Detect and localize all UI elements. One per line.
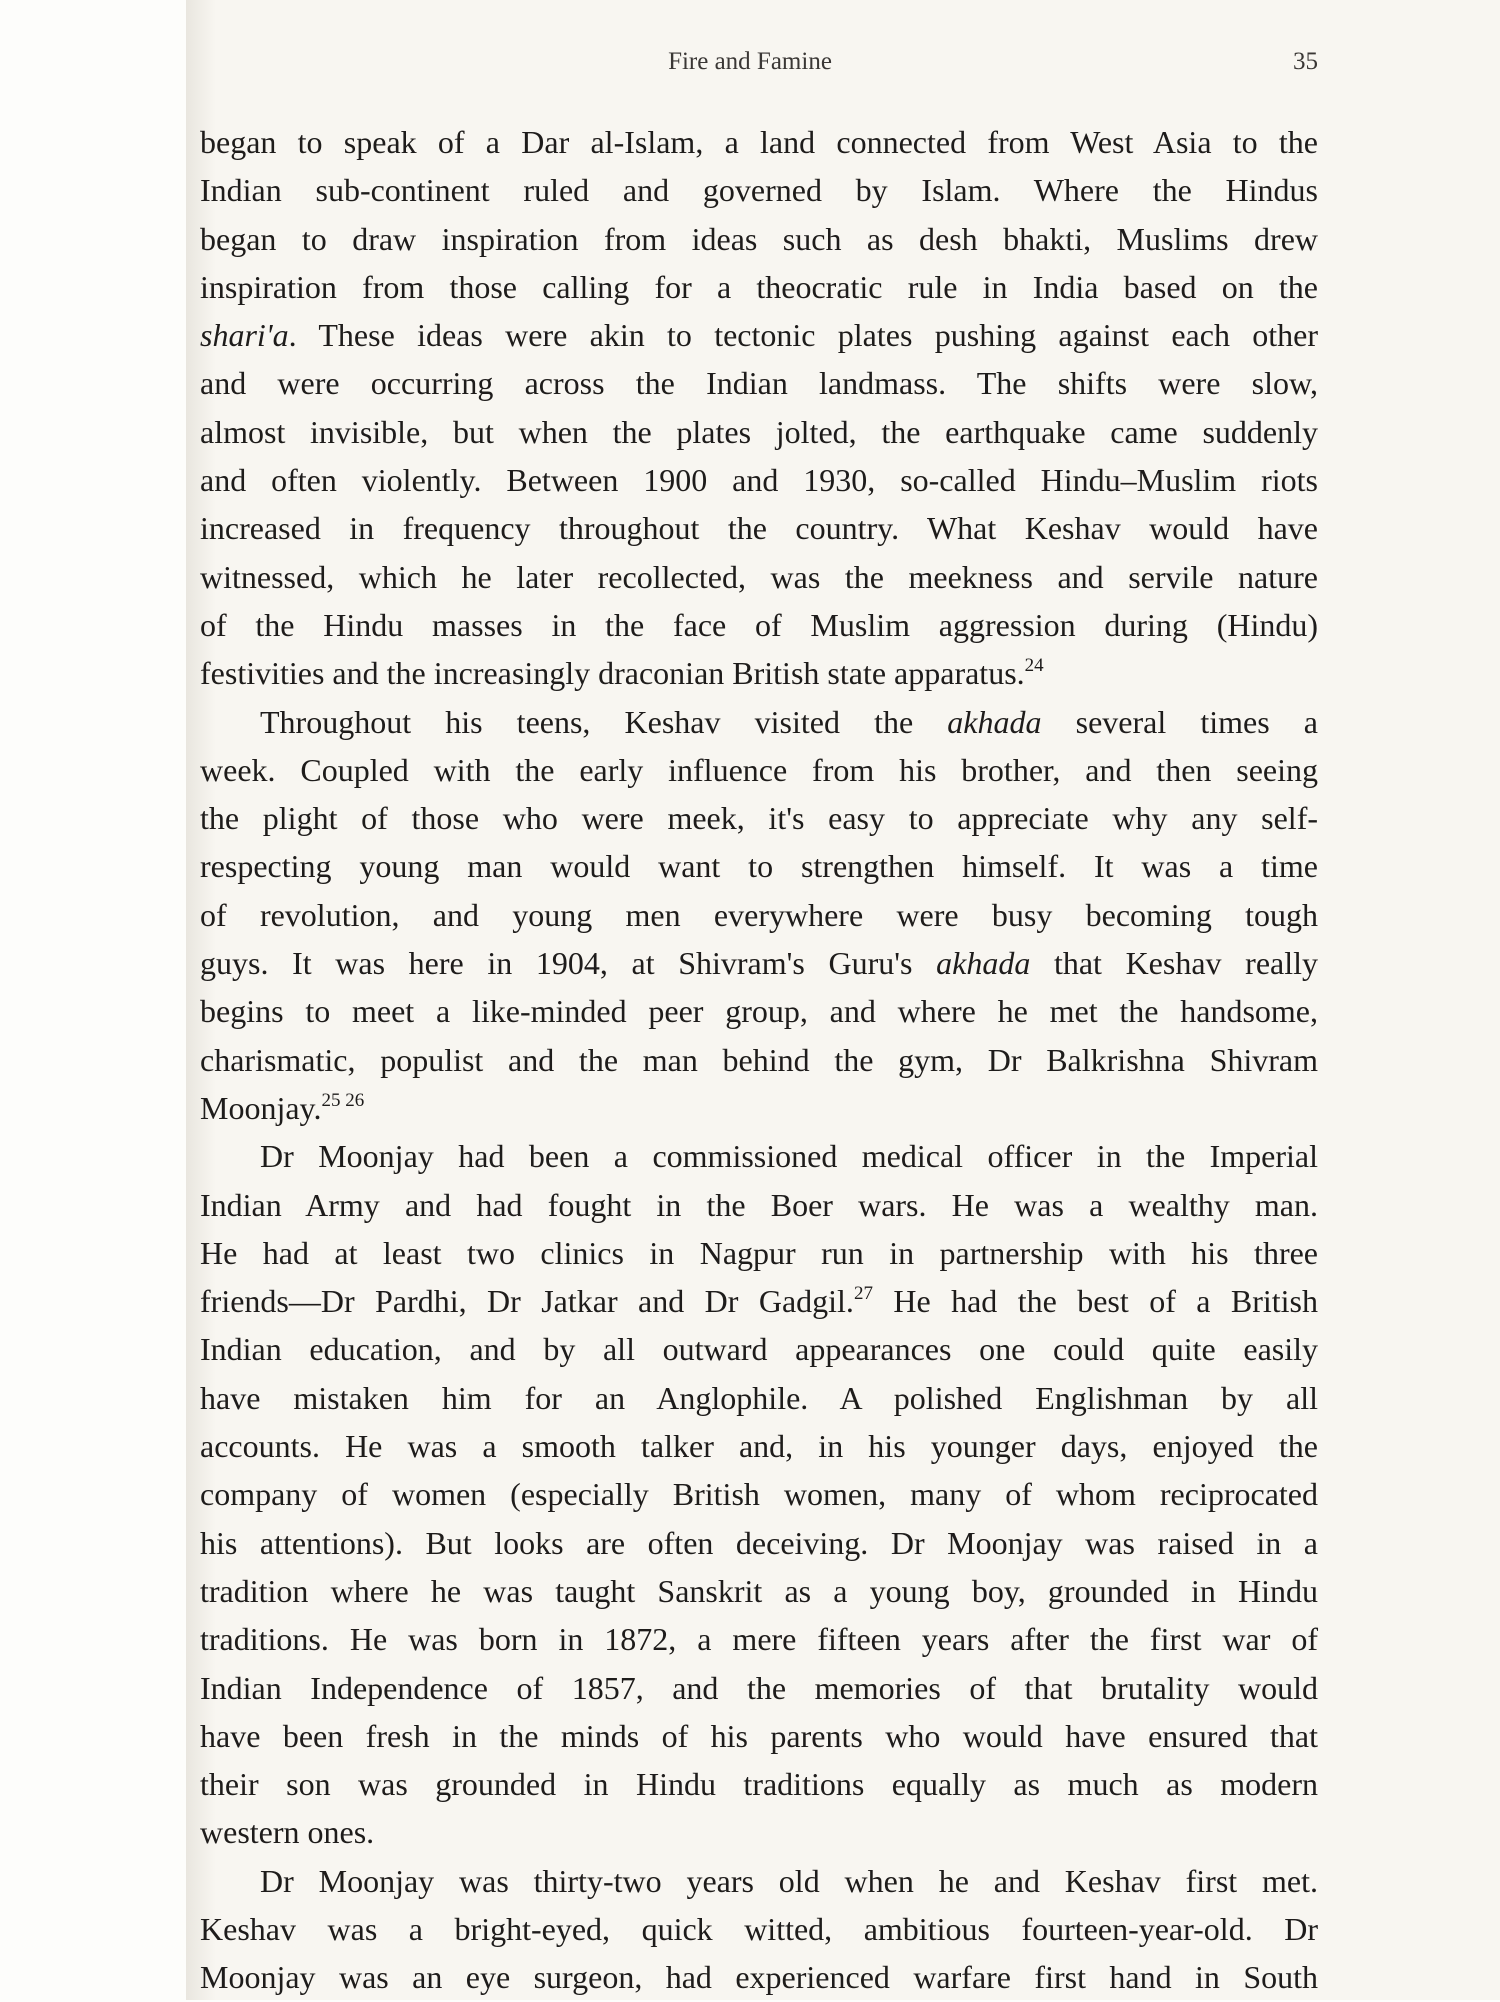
text-run: Throughout his teens, Keshav visited the (260, 703, 948, 740)
text-run: He had at least two clinics in Nagpur run in partnership with his three (200, 1234, 1318, 1271)
text-run: inspiration from those calling for a theocratic rule in India based on the (200, 268, 1318, 305)
text-run: their son was grounded in Hindu traditions equally as much as modern (200, 1766, 1318, 1803)
text-line (200, 794, 1318, 842)
text-run: began to draw inspiration from ideas such as desh bhakti, Muslims drew (200, 220, 1318, 257)
text-run: . These ideas were akin to tectonic plates pushing against each other (288, 317, 1318, 354)
text-line (200, 1277, 1318, 1325)
text-line (200, 891, 1318, 939)
text-run: have mistaken him for an Anglophile. A polished Englishman by all (200, 1379, 1318, 1416)
text-run: traditions. He was born in 1872, a mere fifteen years after the first war of (200, 1621, 1318, 1658)
text-run: almost invisible, but when the plates jolted, the earthquake came suddenly (200, 413, 1318, 450)
text-line (200, 1325, 1318, 1373)
text-run: Indian Independence of 1857, and the memories of that brutality would (200, 1669, 1318, 1706)
text-run: that Keshav really (1030, 945, 1319, 982)
text-line (200, 1567, 1318, 1615)
text-run: Dr Moonjay was thirty-two years old when he and Keshav first met. (260, 1862, 1318, 1899)
text-line (200, 1374, 1318, 1422)
text-run: company of women (especially British women, many of whom reciprocated (200, 1476, 1318, 1513)
text-line (200, 1036, 1318, 1084)
text-line (200, 408, 1318, 456)
text-run: increased in frequency throughout the country. What Keshav would have (200, 510, 1318, 547)
text-line (200, 649, 1318, 697)
text-line (200, 1181, 1318, 1229)
text-line (200, 456, 1318, 504)
text-line (200, 987, 1318, 1035)
italic-text: akhada (947, 703, 1042, 740)
running-header-title: Fire and Famine (668, 48, 832, 75)
body-text (200, 118, 1318, 2002)
page-number: 35 (1293, 48, 1318, 75)
text-run: Moonjay. (200, 1089, 322, 1126)
text-line (200, 504, 1318, 552)
text-line (200, 215, 1318, 263)
text-line (200, 939, 1318, 987)
footnote-reference: 27 (853, 1283, 873, 1305)
text-run: begins to meet a like-minded peer group, and where he met the handsome, (200, 993, 1318, 1030)
text-run: Indian Army and had fought in the Boer wars. He was a wealthy man. (200, 1186, 1318, 1223)
text-run: Keshav was a bright-eyed, quick witted, ambitious fourteen-year-old. Dr (200, 1910, 1318, 1947)
text-line (200, 1422, 1318, 1470)
text-run: tradition where he was taught Sanskrit as a young boy, grounded in Hindu (200, 1572, 1318, 1609)
text-run: have been fresh in the minds of his parents who would have ensured that (200, 1717, 1318, 1754)
text-line (200, 1470, 1318, 1518)
italic-text: akhada (936, 945, 1031, 982)
text-line (200, 601, 1318, 649)
text-run: guys. It was here in 1904, at Shivram's Guru's (200, 945, 937, 982)
text-run: Moonjay was an eye surgeon, had experienced warfare first hand in South (200, 1959, 1318, 1996)
text-line (200, 1808, 1318, 1856)
text-run: respecting young man would want to strengthen himself. It was a time (200, 848, 1318, 885)
text-run: Dr Moonjay had been a commissioned medical officer in the Imperial (260, 1138, 1318, 1175)
text-line (200, 1712, 1318, 1760)
text-line (200, 1084, 1318, 1132)
text-line (200, 1132, 1318, 1180)
text-run: several times a (1041, 703, 1319, 740)
text-line (200, 263, 1318, 311)
footnote-reference: 24 (1024, 655, 1044, 677)
text-run: of the Hindu masses in the face of Muslim aggression during (Hindu) (200, 606, 1318, 643)
paragraph (200, 1132, 1318, 1856)
text-line (200, 166, 1318, 214)
text-run: charismatic, populist and the man behind the gym, Dr Balkrishna Shivram (200, 1041, 1318, 1078)
text-run: Indian education, and by all outward appearances one could quite easily (200, 1331, 1318, 1368)
text-line (200, 698, 1318, 746)
text-run: began to speak of a Dar al-Islam, a land connected from West Asia to the (200, 124, 1318, 160)
text-run: his attentions). But looks are often deceiving. Dr Moonjay was raised in a (200, 1524, 1318, 1561)
text-line (200, 842, 1318, 890)
text-line (200, 1664, 1318, 1712)
paragraph (200, 698, 1318, 1133)
text-run: of revolution, and young men everywhere were busy becoming tough (200, 896, 1318, 933)
text-run: He had the best of a British (872, 1283, 1319, 1320)
paragraph (200, 1857, 1318, 2002)
text-line (200, 359, 1318, 407)
text-run: and were occurring across the Indian landmass. The shifts were slow, (200, 365, 1318, 402)
text-run: witnessed, which he later recollected, was the meekness and servile nature (200, 558, 1318, 595)
text-line (200, 1615, 1318, 1663)
footnote-reference: 25 26 (321, 1089, 365, 1111)
text-line (200, 746, 1318, 794)
text-line (200, 118, 1318, 166)
text-line (200, 1229, 1318, 1277)
text-line (200, 311, 1318, 359)
text-run: and often violently. Between 1900 and 1930, so-called Hindu–Muslim riots (200, 462, 1318, 499)
text-line (200, 553, 1318, 601)
italic-text: shari'a (200, 317, 289, 354)
text-line (200, 1953, 1318, 2001)
text-line (200, 1760, 1318, 1808)
text-run: Indian sub-continent ruled and governed by Islam. Where the Hindus (200, 172, 1318, 209)
text-run: festivities and the increasingly draconian British state apparatus. (200, 655, 1025, 692)
text-run: friends—Dr Pardhi, Dr Jatkar and Dr Gadgil. (200, 1283, 854, 1320)
text-line (200, 1857, 1318, 1905)
text-run: western ones. (200, 1814, 375, 1851)
paragraph (200, 118, 1318, 698)
text-run: the plight of those who were meek, it's easy to appreciate why any self- (200, 800, 1318, 837)
text-run: week. Coupled with the early influence from his brother, and then seeing (200, 751, 1318, 788)
text-run: accounts. He was a smooth talker and, in his younger days, enjoyed the (200, 1428, 1318, 1465)
text-line (200, 1905, 1318, 1953)
text-line (200, 1519, 1318, 1567)
